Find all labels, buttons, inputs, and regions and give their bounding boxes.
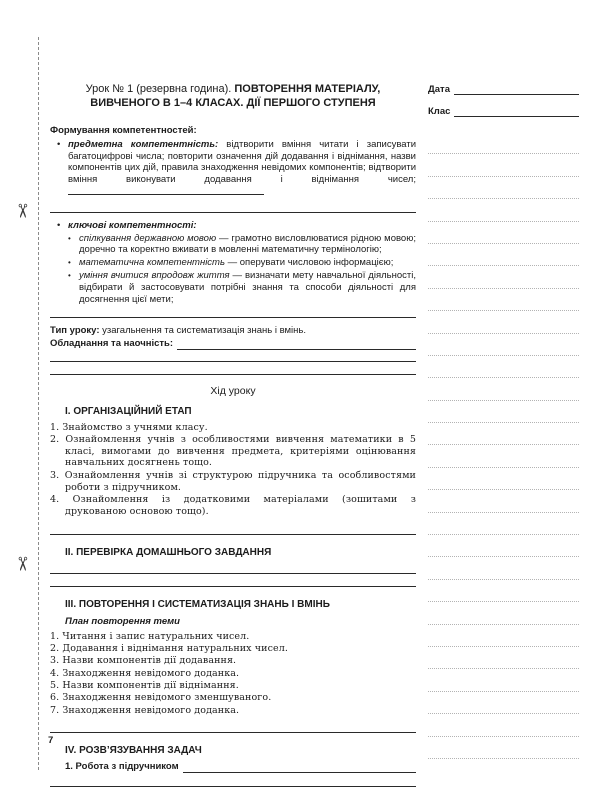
- key-competencies-lead: ключові компетентності:: [68, 219, 197, 231]
- textbook-work-row: [65, 761, 416, 773]
- list-item: 2. Додавання і віднімання натуральних чисел.: [50, 643, 288, 655]
- blank-write-line: [50, 350, 416, 362]
- ruled-line: [428, 154, 579, 176]
- class-label: Клас: [428, 106, 451, 117]
- ruled-line: [428, 468, 579, 490]
- textbook-work-label: 1. Робота з підручником: [65, 761, 179, 773]
- key-competency-item: [68, 257, 416, 269]
- key-item-lead: уміння вчитися впродовж життя: [79, 269, 230, 281]
- ruled-line: [428, 334, 579, 356]
- key-item-text: — оперувати числовою інформацією;: [224, 257, 394, 269]
- blank-write-line: [50, 562, 416, 574]
- section-2-heading: ІІ. ПЕРЕВІРКА ДОМАШНЬОГО ЗАВДАННЯ: [65, 547, 272, 559]
- page-number: 7: [48, 735, 54, 746]
- ruled-line: [428, 625, 579, 647]
- key-competencies: [50, 220, 416, 306]
- lesson-type-label: Тип уроку:: [50, 325, 100, 337]
- ruled-line: [428, 513, 579, 535]
- ruled-line: [428, 311, 579, 333]
- repetition-plan-subheading: План повторення теми: [65, 616, 180, 628]
- ruled-line: [428, 669, 579, 691]
- lesson-type-text: узагальнення та систематизація знань і вмінь.: [99, 325, 306, 337]
- ruled-line: [428, 647, 579, 669]
- subject-competency-lead: предметна компетентність:: [68, 138, 219, 150]
- key-item-lead: спілкування державною мовою: [79, 232, 217, 244]
- org-stage-list: [50, 422, 416, 518]
- date-label: Дата: [428, 84, 450, 95]
- lesson-topic: ПОВТОРЕННЯ МАТЕРІАЛУ, ВИВЧЕНОГО В 1–4 КЛАСАХ. ДІЇ ПЕРШОГО СТУПЕНЯ: [90, 83, 381, 109]
- list-item: 4. Ознайомлення із додатковими матеріалами (зошитами з друкованою основою тощо).: [50, 493, 416, 517]
- ruled-lines: [428, 132, 579, 759]
- list-item: 5. Назви компонентів дії віднімання.: [50, 680, 239, 691]
- blank-write-line: [50, 306, 416, 318]
- blank-write-line: [50, 523, 416, 535]
- section-1-heading: І. ОРГАНІЗАЦІЙНИЙ ЕТАП: [65, 405, 192, 417]
- ruled-line: [428, 557, 579, 579]
- list-item: 3. Назви компонентів дії додавання.: [50, 655, 237, 667]
- date-field: [428, 84, 579, 95]
- ruled-line: [428, 289, 579, 311]
- class-blank-line: [454, 108, 579, 117]
- equipment-label: Обладнання та наочність:: [50, 338, 174, 350]
- key-item-text: — визначати мету навчальної діяльності, відбирати й застосовувати потрібні знання та способи діяльності для досягнення цієї мети;: [79, 269, 416, 305]
- list-item: 1. Знайомство з учнями класу.: [50, 421, 208, 433]
- ruled-line: [428, 356, 579, 378]
- lesson-number: Урок № 1 (резервна година).: [85, 83, 232, 95]
- section-3-heading: ІІІ. ПОВТОРЕННЯ І СИСТЕМАТИЗАЦІЯ ЗНАНЬ І ВМІНЬ: [65, 599, 330, 611]
- scissors-icon: ✂: [11, 556, 32, 572]
- subject-competency-text: відтворити вміння читати і записувати багатоцифрові числа; повторити означення дій додавання і віднімання, назви компонентів цих дій, правила знаходження невідомих компонентів; відтворити вміння виконувати додавання і віднімання чисел;: [68, 138, 416, 186]
- subject-competency: [50, 139, 416, 199]
- list-item: 4. Знаходження невідомого доданка.: [50, 667, 240, 679]
- blank-write-line: [50, 362, 416, 375]
- ruled-line: [428, 714, 579, 736]
- list-item: 3. Ознайомлення учнів зі структурою підручника та особливостями роботи з підручником.: [50, 469, 416, 493]
- blank-write-line: [50, 574, 416, 587]
- blank-write-line: [50, 775, 416, 787]
- notes-column: [428, 84, 579, 759]
- ruled-line: [428, 132, 579, 154]
- ruled-line: [428, 580, 579, 602]
- course-of-lesson-heading: Хід уроку: [210, 384, 256, 397]
- lesson-type-row: [50, 325, 416, 337]
- repetition-plan-list: [50, 631, 416, 717]
- competencies-heading: Формування компетентностей:: [50, 125, 197, 136]
- ruled-line: [428, 244, 579, 266]
- ruled-line: [428, 692, 579, 714]
- scissors-icon: ✂: [11, 203, 32, 219]
- key-competency-item: [68, 233, 416, 257]
- blank-write-line: [50, 721, 416, 733]
- page-title: [56, 82, 410, 110]
- blank-write-line: [183, 764, 416, 773]
- ruled-line: [428, 378, 579, 400]
- key-competency-item: [68, 270, 416, 305]
- ruled-line: [428, 602, 579, 624]
- list-item: 1. Читання і запис натуральних чисел.: [50, 630, 250, 642]
- key-item-lead: математична компетентність: [79, 257, 225, 269]
- section-4-heading: IV. РОЗВ’ЯЗУВАННЯ ЗАДАЧ: [65, 745, 202, 757]
- date-blank-line: [454, 86, 579, 95]
- blank-write-line: [177, 341, 416, 350]
- ruled-line: [428, 401, 579, 423]
- ruled-line: [428, 737, 579, 759]
- ruled-line: [428, 199, 579, 221]
- ruled-line: [428, 222, 579, 244]
- class-field: [428, 106, 579, 117]
- main-column: [50, 82, 416, 787]
- ruled-line: [428, 490, 579, 512]
- ruled-line: [428, 266, 579, 288]
- ruled-line: [428, 177, 579, 199]
- ruled-line: [428, 423, 579, 445]
- blank-write-line: [68, 186, 264, 195]
- key-item-text: — грамотно висловлюватися рідною мовою; доречно та коректно вживати в мовленні математичну термінологію;: [79, 232, 416, 256]
- equipment-row: [50, 338, 416, 350]
- ruled-line: [428, 535, 579, 557]
- list-item: 7. Знаходження невідомого доданка.: [50, 704, 240, 716]
- ruled-line: [428, 445, 579, 467]
- list-item: 6. Знаходження невідомого зменшуваного.: [50, 692, 272, 704]
- cut-dashed-line: [38, 37, 39, 770]
- list-item: 2. Ознайомлення учнів з особливостями вивчення математики в 5 класі, вимогами до вивчення предмета, критеріями оцінювання навчальних досягнень тощо.: [50, 433, 416, 469]
- blank-write-line: [50, 201, 416, 213]
